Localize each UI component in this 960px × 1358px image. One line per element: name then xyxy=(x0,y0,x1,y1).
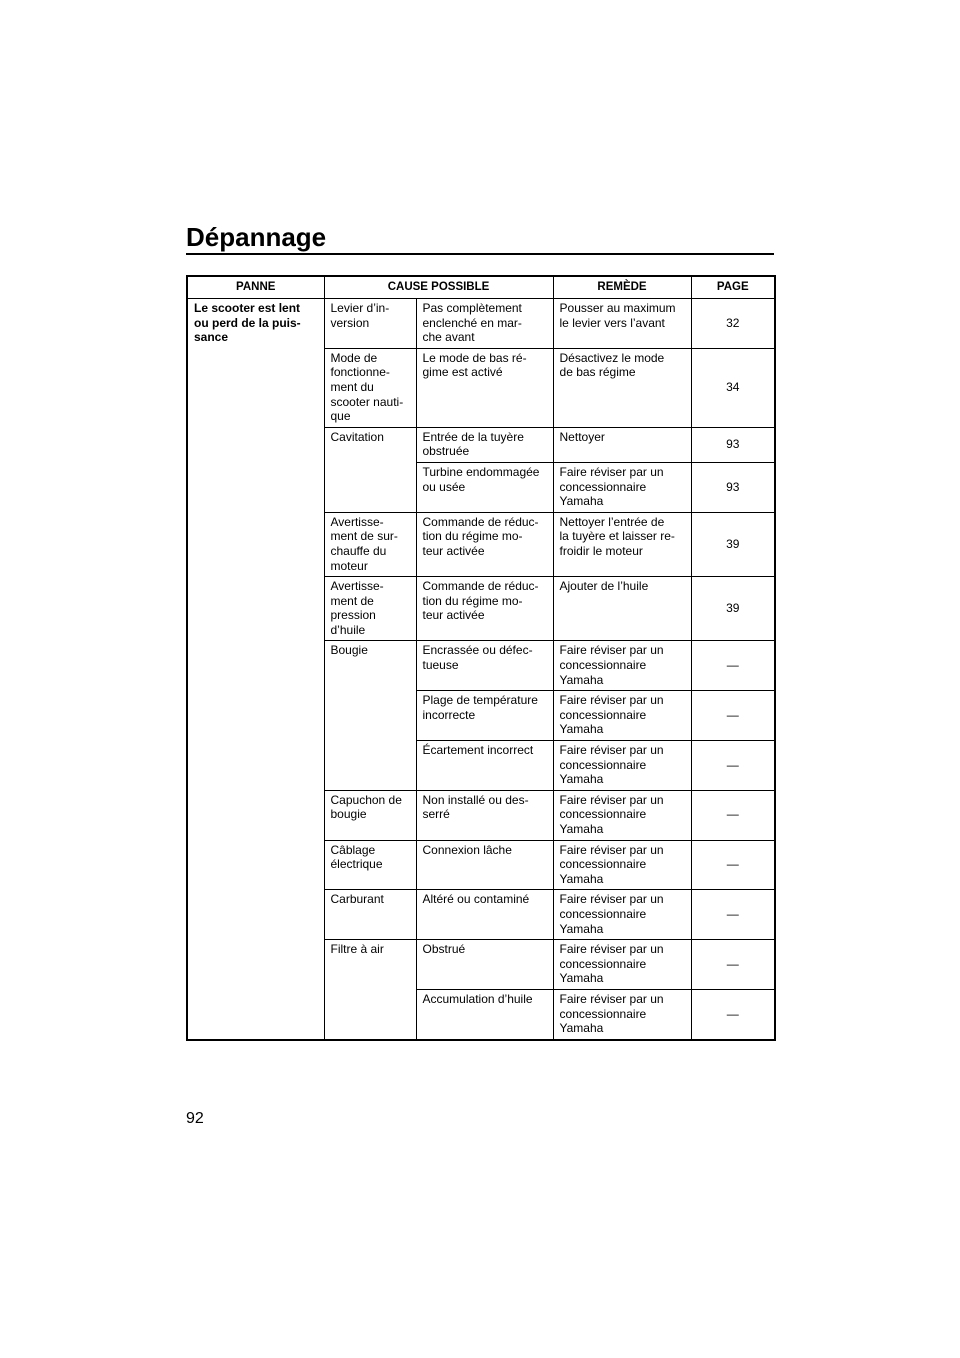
cause-line: Capuchon de xyxy=(330,792,402,807)
problem-line: ou perd de la puis- xyxy=(194,315,301,330)
remedy-line: concessionnaire xyxy=(559,757,647,772)
page-cell: 93 xyxy=(691,427,775,462)
remedy-line: Yamaha xyxy=(559,822,604,836)
remedy-line: Yamaha xyxy=(559,722,604,737)
remedy-line: Faire réviser par un xyxy=(559,643,664,658)
cause-cell xyxy=(324,577,416,641)
troubleshooting-table xyxy=(186,275,776,1041)
table-header-row xyxy=(187,276,775,299)
column-header-cause: CAUSE POSSIBLE xyxy=(324,276,553,299)
remedy-cell xyxy=(553,462,691,512)
detail-line: Commande de réduc- xyxy=(422,579,539,594)
cause-line: que xyxy=(330,409,351,424)
remedy-cell xyxy=(553,348,691,427)
cause-line: Levier d’in- xyxy=(330,301,390,315)
remedy-line: concessionnaire xyxy=(559,906,647,921)
remedy-line: Yamaha xyxy=(559,871,604,886)
detail-cell xyxy=(416,989,553,1039)
page-number: 92 xyxy=(186,1110,204,1127)
detail-line: Commande de réduc- xyxy=(422,514,539,529)
detail-cell xyxy=(416,890,553,940)
detail-line: obstruée xyxy=(422,444,470,459)
remedy-line: Pousser au maximum xyxy=(559,301,676,315)
detail-line: teur activée xyxy=(422,543,485,558)
remedy-cell xyxy=(553,577,691,641)
remedy-line: Faire réviser par un xyxy=(559,991,664,1006)
page-cell: — xyxy=(691,790,775,840)
detail-cell xyxy=(416,427,553,462)
detail-line: Obstrué xyxy=(422,942,466,957)
cause-line: Mode de xyxy=(330,350,378,365)
cause-line: Bougie xyxy=(330,643,368,658)
detail-line: Encrassée ou défec- xyxy=(422,643,533,658)
detail-cell xyxy=(416,790,553,840)
detail-line: enclenché en mar- xyxy=(422,315,522,330)
cause-line: Cavitation xyxy=(330,429,384,444)
page-cell: — xyxy=(691,741,775,791)
problem-line: Le scooter est lent xyxy=(194,301,301,315)
detail-cell xyxy=(416,512,553,576)
remedy-cell xyxy=(553,840,691,890)
title-rule xyxy=(186,253,774,255)
problem-cell xyxy=(187,299,324,1040)
page-cell: — xyxy=(691,989,775,1039)
detail-line: che avant xyxy=(422,330,475,345)
detail-line: ou usée xyxy=(422,479,466,494)
detail-line: Entrée de la tuyère xyxy=(422,429,524,444)
remedy-line: concessionnaire xyxy=(559,857,647,872)
detail-line: Altéré ou contaminé xyxy=(422,892,530,907)
column-header-page: PAGE xyxy=(691,276,775,299)
remedy-cell xyxy=(553,299,691,349)
page-cell: 34 xyxy=(691,348,775,427)
cause-line: ment du xyxy=(330,379,374,394)
page-cell: 39 xyxy=(691,512,775,576)
detail-cell xyxy=(416,940,553,990)
remedy-cell xyxy=(553,691,691,741)
detail-line: Turbine endommagée xyxy=(422,464,540,479)
remedy-line: Faire réviser par un xyxy=(559,792,664,807)
remedy-line: Faire réviser par un xyxy=(559,942,664,957)
detail-cell xyxy=(416,691,553,741)
page-cell: 93 xyxy=(691,462,775,512)
detail-line: tueuse xyxy=(422,658,459,673)
remedy-line: Faire réviser par un xyxy=(559,842,664,857)
detail-cell xyxy=(416,840,553,890)
cause-line: version xyxy=(330,315,370,330)
column-header-panne: PANNE xyxy=(187,276,324,299)
remedy-cell xyxy=(553,741,691,791)
cause-line: fonctionne- xyxy=(330,365,390,380)
remedy-line: Yamaha xyxy=(559,494,604,509)
remedy-line: Faire réviser par un xyxy=(559,464,664,479)
cause-line: Filtre à air xyxy=(330,942,384,957)
detail-cell xyxy=(416,348,553,427)
cause-line: scooter nauti- xyxy=(330,394,404,409)
detail-line: teur activée xyxy=(422,608,485,623)
remedy-line: Désactivez le mode xyxy=(559,350,665,365)
page-title: Dépannage xyxy=(186,222,327,252)
remedy-line: concessionnaire xyxy=(559,658,647,673)
remedy-line: Yamaha xyxy=(559,971,604,986)
cause-line: pression xyxy=(330,608,376,623)
cause-cell xyxy=(324,299,416,349)
page-cell: — xyxy=(691,691,775,741)
remedy-line: Nettoyer l’entrée de xyxy=(559,514,665,529)
remedy-line: Faire réviser par un xyxy=(559,693,664,708)
remedy-line: Yamaha xyxy=(559,921,604,936)
remedy-line: concessionnaire xyxy=(559,1006,647,1021)
column-header-remede: REMÈDE xyxy=(553,276,691,299)
remedy-line: Ajouter de l’huile xyxy=(559,579,649,594)
cause-line: ment de xyxy=(330,593,374,608)
remedy-cell xyxy=(553,989,691,1039)
remedy-line: le levier vers l’avant xyxy=(559,315,665,330)
remedy-cell xyxy=(553,427,691,462)
cause-line: Câblage xyxy=(330,842,376,857)
cause-line: électrique xyxy=(330,857,383,872)
remedy-line: concessionnaire xyxy=(559,956,647,971)
problem-line: sance xyxy=(194,330,229,345)
remedy-line: concessionnaire xyxy=(559,707,647,722)
page-cell: — xyxy=(691,840,775,890)
cause-line: bougie xyxy=(330,807,367,822)
cause-cell xyxy=(324,890,416,940)
remedy-line: Yamaha xyxy=(559,672,604,687)
remedy-line: la tuyère et laisser re- xyxy=(559,529,675,544)
detail-cell xyxy=(416,462,553,512)
detail-line: serré xyxy=(422,807,450,822)
detail-cell xyxy=(416,299,553,349)
remedy-line: Faire réviser par un xyxy=(559,743,664,758)
cause-cell xyxy=(324,512,416,576)
remedy-line: concessionnaire xyxy=(559,807,647,822)
page-cell: 32 xyxy=(691,299,775,349)
remedy-line: Yamaha xyxy=(559,1021,604,1036)
page-cell: — xyxy=(691,890,775,940)
detail-line: tion du régime mo- xyxy=(422,593,523,608)
detail-cell xyxy=(416,741,553,791)
cause-cell xyxy=(324,641,416,790)
detail-line: incorrecte xyxy=(422,707,476,722)
cause-line: ment de sur- xyxy=(330,529,398,544)
remedy-line: Yamaha xyxy=(559,772,604,787)
detail-cell xyxy=(416,577,553,641)
remedy-line: de bas régime xyxy=(559,365,636,380)
remedy-cell xyxy=(553,512,691,576)
page-cell: — xyxy=(691,940,775,990)
remedy-line: Faire réviser par un xyxy=(559,892,664,907)
cause-cell xyxy=(324,940,416,1040)
page-cell: 39 xyxy=(691,577,775,641)
cause-line: Carburant xyxy=(330,892,384,907)
detail-line: Non installé ou des- xyxy=(422,792,529,807)
cause-line: Avertisse- xyxy=(330,579,384,594)
detail-line: tion du régime mo- xyxy=(422,529,523,544)
detail-line: Pas complètement xyxy=(422,301,522,315)
cause-line: moteur xyxy=(330,558,368,573)
remedy-cell xyxy=(553,890,691,940)
detail-line: Accumulation d’huile xyxy=(422,991,533,1006)
remedy-line: Nettoyer xyxy=(559,429,605,444)
detail-line: Connexion lâche xyxy=(422,842,512,857)
cause-line: Avertisse- xyxy=(330,514,384,529)
cause-line: chauffe du xyxy=(330,543,387,558)
cause-cell xyxy=(324,348,416,427)
remedy-line: froidir le moteur xyxy=(559,543,643,558)
remedy-line: concessionnaire xyxy=(559,479,647,494)
remedy-cell xyxy=(553,641,691,691)
cause-cell xyxy=(324,840,416,890)
table-row xyxy=(187,299,775,349)
detail-line: Plage de température xyxy=(422,693,538,708)
detail-cell xyxy=(416,641,553,691)
remedy-cell xyxy=(553,940,691,990)
detail-line: gime est activé xyxy=(422,365,503,380)
detail-line: Écartement incorrect xyxy=(422,743,534,758)
remedy-cell xyxy=(553,790,691,840)
cause-line: d’huile xyxy=(330,622,366,637)
detail-line: Le mode de bas ré- xyxy=(422,350,527,365)
cause-cell xyxy=(324,790,416,840)
cause-cell xyxy=(324,427,416,512)
page-cell: — xyxy=(691,641,775,691)
